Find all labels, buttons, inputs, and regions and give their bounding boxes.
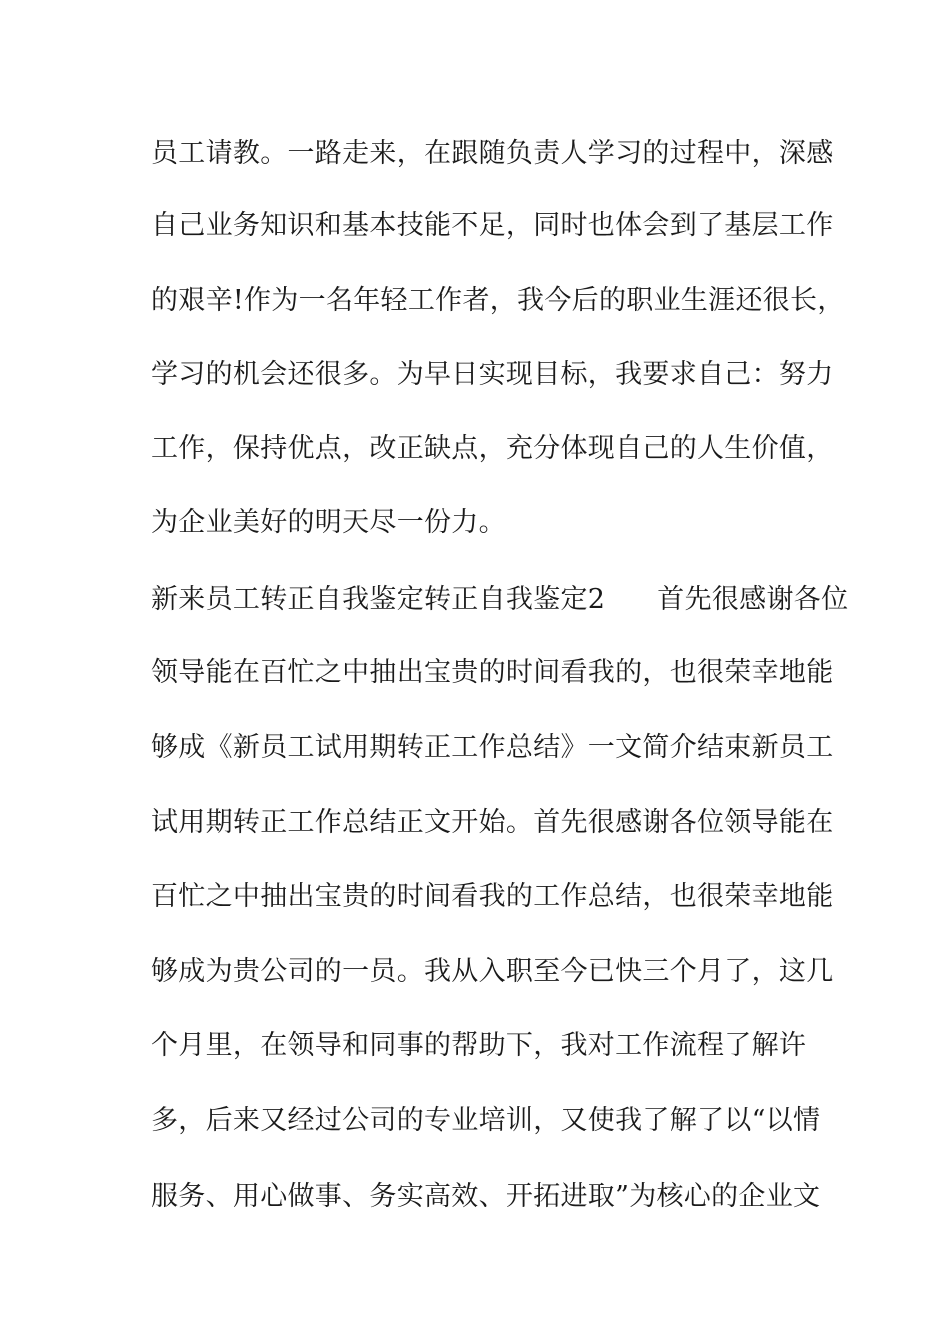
section-heading-line — [151, 583, 848, 617]
section-heading-title: 新来员工转正自我鉴定转正自我鉴定2 — [151, 584, 606, 615]
text-line-8: 领导能在百忙之中抽出宝贵的时间看我的，也很荣幸地能 — [151, 657, 834, 688]
text-line-1: 员工请教。一路走来，在跟随负责人学习的过程中，深感 — [151, 138, 834, 169]
text-line-4: 学习的机会还很多。为早日实现目标，我要求自己：努力 — [151, 359, 834, 390]
text-line-14: 多，后来又经过公司的专业培训，又使我了解了以“以情 — [151, 1105, 821, 1136]
text-line-15: 服务、用心做事、务实高效、开拓进取”为核心的企业文 — [151, 1181, 821, 1212]
section-heading-continuation: 首先很感谢各位 — [657, 584, 849, 615]
text-line-11: 百忙之中抽出宝贵的时间看我的工作总结，也很荣幸地能 — [151, 881, 834, 912]
text-line-13: 个月里，在领导和同事的帮助下，我对工作流程了解许 — [151, 1030, 807, 1061]
text-line-5: 工作，保持优点，改正缺点，充分体现自己的人生价值， — [151, 433, 834, 464]
text-line-3: 的艰辛!作为一名年轻工作者，我今后的职业生涯还很长， — [151, 285, 845, 316]
text-line-10: 试用期转正工作总结正文开始。首先很感谢各位领导能在 — [151, 807, 834, 838]
text-line-2: 自己业务知识和基本技能不足，同时也体会到了基层工作 — [151, 210, 834, 241]
text-line-9: 够成《新员工试用期转正工作总结》一文简介结束新员工 — [151, 732, 834, 763]
text-line-6: 为企业美好的明天尽一份力。 — [151, 507, 506, 538]
text-line-12: 够成为贵公司的一员。我从入职至今已快三个月了，这几 — [151, 956, 834, 987]
